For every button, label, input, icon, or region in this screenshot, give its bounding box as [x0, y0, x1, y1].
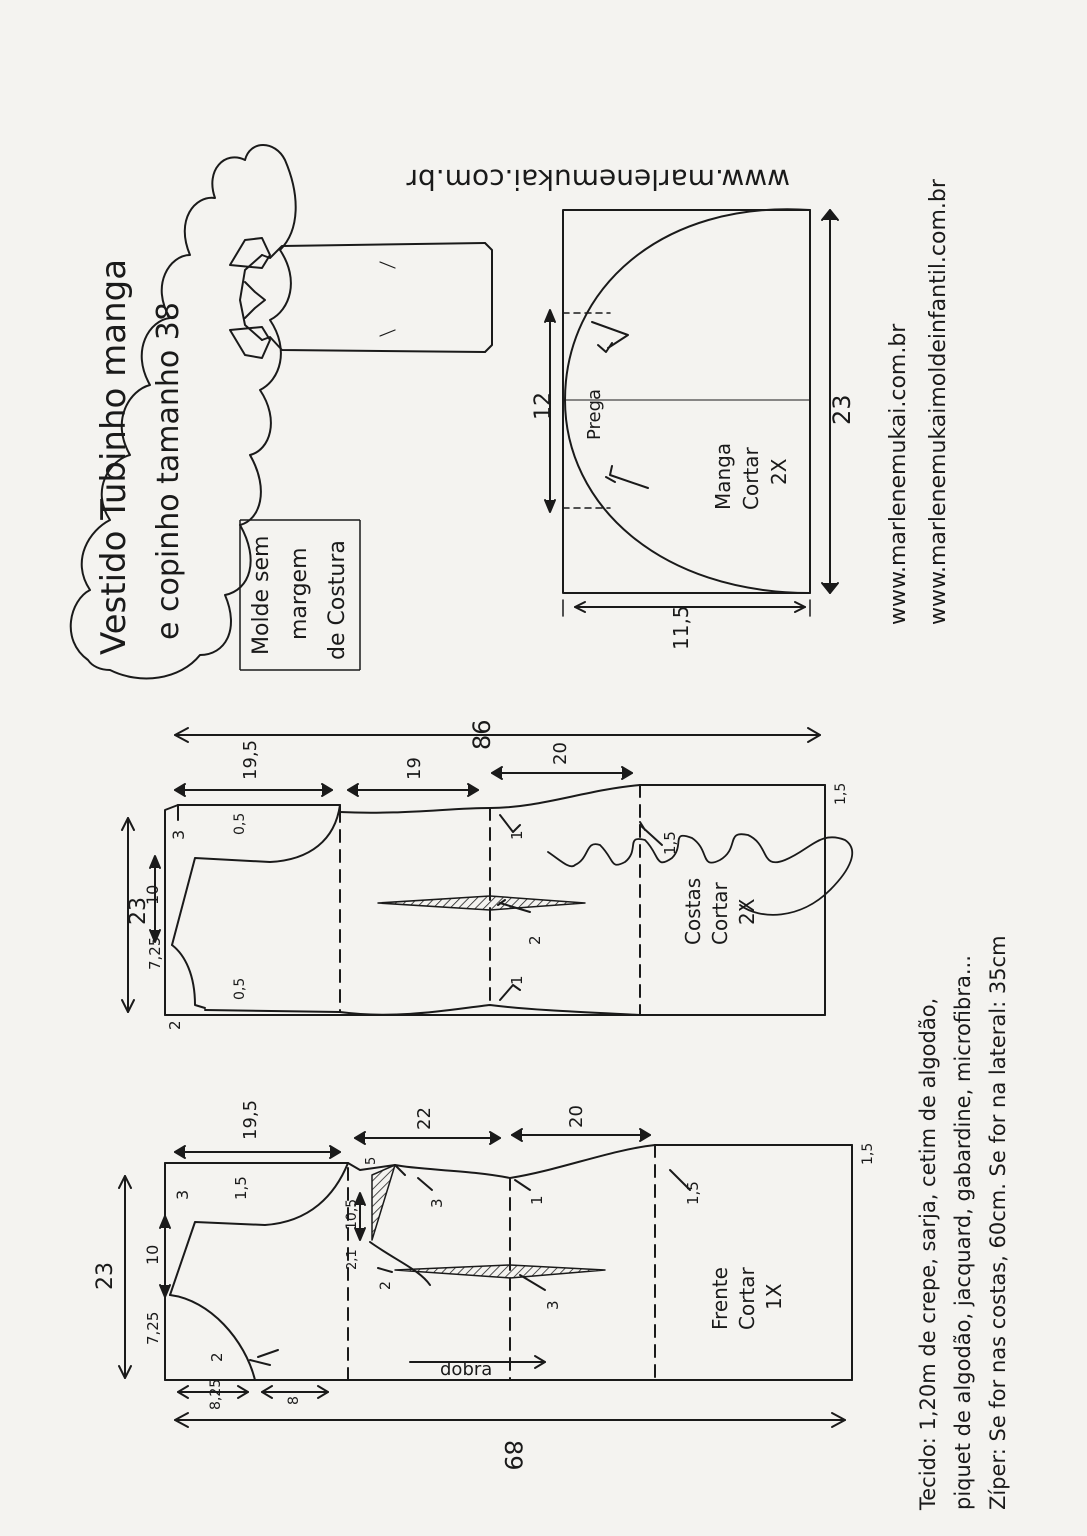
front-dim-bust-5: 5 — [364, 1156, 379, 1165]
front-dim-seg1: 19,5 — [240, 1099, 261, 1140]
front-dim-seg3: 20 — [566, 1105, 587, 1128]
fabric-line-2: piquet de algodão, jacquard, gabardine, microfibra... — [951, 955, 975, 1510]
back-dim-curve-05a: 0,5 — [232, 812, 248, 835]
website-line-2: www.marlenemukaimoldeinfantil.com.br — [926, 179, 951, 625]
sleeve-prega: Prega — [584, 388, 605, 440]
front-dim-hem-15: 1,5 — [860, 1142, 876, 1165]
sleeve-label-1: Manga — [711, 442, 735, 510]
sleeve-dim-mid: 12 — [531, 392, 556, 420]
note-line-1: Molde sem — [249, 535, 274, 655]
website-line-1: www.marlenemukai.com.br — [886, 323, 911, 625]
front-label-3: 1X — [762, 1283, 786, 1310]
back-pattern — [122, 728, 825, 1015]
front-dim-dart: 3 — [544, 1300, 562, 1310]
front-dim-neck-825: 8,25 — [208, 1378, 224, 1410]
front-dim-neck-w: 7,25 — [144, 1311, 162, 1345]
back-label-2: Cortar — [708, 882, 732, 945]
front-fold: dobra — [440, 1359, 493, 1380]
back-dim-side-1a: 1 — [508, 830, 526, 840]
back-label-1: Costas — [681, 877, 705, 945]
sleeve-label-2: Cortar — [739, 447, 763, 510]
front-dim-width: 23 — [93, 1262, 118, 1290]
back-dim-width: 23 — [126, 897, 151, 925]
back-dim-side-15: 1,5 — [661, 831, 679, 855]
back-dim-seg2: 19 — [404, 757, 425, 780]
front-dim-seg2: 22 — [414, 1107, 435, 1130]
back-dim-seg3: 20 — [550, 742, 571, 765]
front-dim-bust-21: 2,1 — [345, 1249, 360, 1270]
back-dim-seg1: 19,5 — [240, 739, 261, 780]
front-dim-neck-8: 8 — [286, 1396, 302, 1405]
front-dim-bust-2: 2 — [378, 1281, 394, 1290]
title-line-2: e copinho tamanho 38 — [151, 302, 186, 640]
back-label-3: 2X — [735, 898, 759, 925]
note-line-2: margem — [287, 547, 312, 640]
front-dim-shoulder: 10 — [143, 1244, 162, 1265]
front-dim-neck-drop: 3 — [173, 1189, 192, 1200]
note-box — [240, 520, 360, 670]
note-line-3: de Costura — [325, 540, 350, 660]
front-label-1: Frente — [708, 1267, 732, 1330]
back-dim-dart: 2 — [526, 935, 544, 945]
back-dim-side-1b: 1 — [508, 975, 526, 985]
fabric-line-3: Zíper: Se for nas costas, 60cm. Se for na lateral: 35cm — [986, 935, 1010, 1510]
fabric-line-1: Tecido: 1,20m de crepe, sarja, cetim de algodão, — [916, 997, 940, 1510]
back-dim-bottom-2: 2 — [166, 1020, 184, 1030]
back-dim-curve-05b: 0,5 — [232, 977, 248, 1000]
back-dim-shoulder: 10 — [143, 884, 162, 905]
website-top: www.marlenemukai.com.br — [406, 163, 790, 196]
front-dim-neck-2: 2 — [208, 1352, 226, 1362]
back-dim-hem-15: 1,5 — [833, 782, 849, 805]
back-dim-neck-w: 7,25 — [146, 936, 164, 970]
title-line-1: Vestido Tubinho manga — [94, 258, 134, 655]
front-dim-bust-105: 10,5 — [344, 1198, 360, 1230]
back-dim-total-length: 86 — [468, 719, 496, 750]
front-dim-side-3: 3 — [428, 1198, 446, 1208]
front-label-2: Cortar — [735, 1267, 759, 1330]
sleeve-label-3: 2X — [767, 458, 791, 485]
sleeve-dim-height: 23 — [828, 394, 856, 425]
dress-sketch — [230, 238, 492, 358]
front-dim-side-15: 1,5 — [684, 1181, 702, 1205]
back-dim-neck-drop: 3 — [169, 829, 188, 840]
front-dim-side-1: 1 — [528, 1195, 546, 1205]
front-dim-armhole-15: 1,5 — [232, 1176, 250, 1200]
sleeve-dim-width: 11,5 — [669, 605, 693, 650]
front-dim-total-length: 89 — [499, 1440, 527, 1471]
